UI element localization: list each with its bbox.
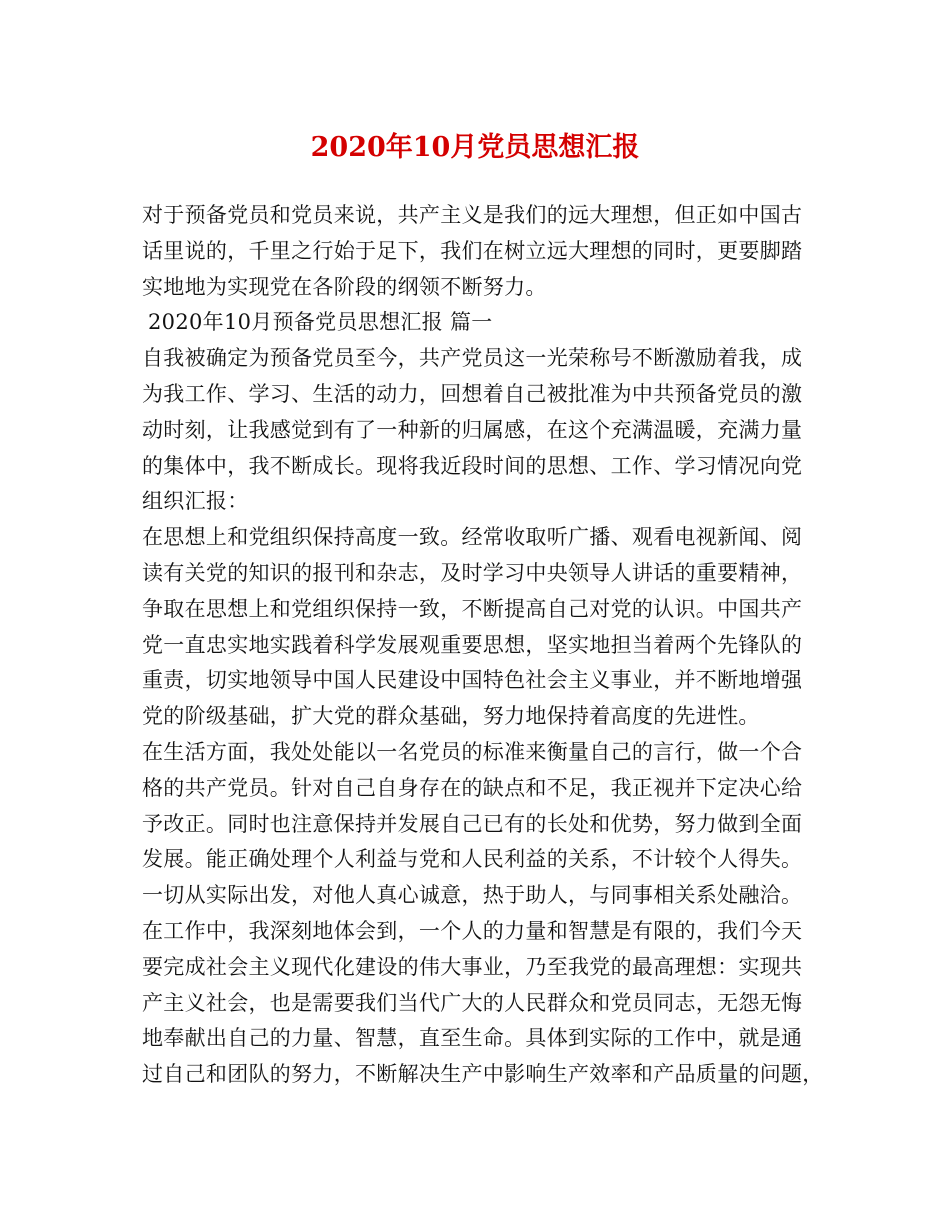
body-line: 在工作中，我深刻地体会到，一个人的力量和智慧是有限的，我们今天 [142, 918, 803, 943]
body-line: 对于预备党员和党员来说，共产主义是我们的远大理想，但正如中国古 [142, 203, 803, 227]
body-line: 地奉献出自己的力量、智慧，直至生命。具体到实际的工作中，就是通 [142, 1026, 803, 1051]
body-line: 争取在思想上和党组织保持一致，不断提高自己对党的认识。中国共产 [142, 596, 803, 621]
body-line: 读有关党的知识的报刊和杂志，及时学习中央领导人讲话的重要精神， [142, 560, 803, 585]
body-line: 一切从实际出发，对他人真心诚意，热于助人，与同事相关系处融洽。 [142, 883, 803, 908]
body-line: 党的阶级基础，扩大党的群众基础，努力地保持着高度的先进性。 [142, 704, 760, 729]
body-line: 动时刻，让我感觉到有了一种新的归属感，在这个充满温暖，充满力量 [142, 417, 803, 442]
body-line: 过自己和团队的努力，不断解决生产中影响生产效率和产品质量的问题， [142, 1062, 824, 1087]
body-line: 产主义社会，也是需要我们当代广大的人民群众和党员同志，无怨无悔 [142, 990, 803, 1015]
body-line: 予改正。同时也注意保持并发展自己已有的长处和优势，努力做到全面 [142, 811, 803, 836]
body-line: 要完成社会主义现代化建设的伟大事业，乃至我党的最高理想：实现共 [142, 954, 803, 979]
body-line: 在思想上和党组织保持高度一致。经常收取听广播、观看电视新闻、阅 [142, 525, 803, 550]
section-heading: 2020年10月预备党员思想汇报 篇一 [148, 310, 493, 335]
body-line: 组织汇报： [142, 489, 249, 514]
body-line: 为我工作、学习、生活的动力，回想着自己被批准为中共预备党员的激 [142, 381, 803, 406]
body-line: 发展。能正确处理个人利益与党和人民利益的关系，不计较个人得失。 [142, 847, 803, 872]
body-line: 的集体中，我不断成长。现将我近段时间的思想、工作、学习情况向党 [142, 453, 803, 478]
body-line: 党一直忠实地实践着科学发展观重要思想，坚实地担当着两个先锋队的 [142, 632, 803, 657]
body-line: 实地地为实现党在各阶段的纲领不断努力。 [142, 274, 547, 299]
document-title: 2020年10月党员思想汇报 [310, 132, 640, 163]
body-line: 自我被确定为预备党员至今，共产党员这一光荣称号不断激励着我，成 [142, 346, 803, 371]
body-line: 格的共产党员。针对自己自身存在的缺点和不足，我正视并下定决心给 [142, 775, 803, 800]
body-line: 在生活方面，我处处能以一名党员的标准来衡量自己的言行，做一个合 [142, 739, 803, 764]
body-line: 话里说的，千里之行始于足下，我们在树立远大理想的同时，更要脚踏 [142, 238, 803, 263]
document-body [142, 198, 832, 1093]
body-line: 重责，切实地领导中国人民建设中国特色社会主义事业，并不断地增强 [142, 668, 803, 693]
